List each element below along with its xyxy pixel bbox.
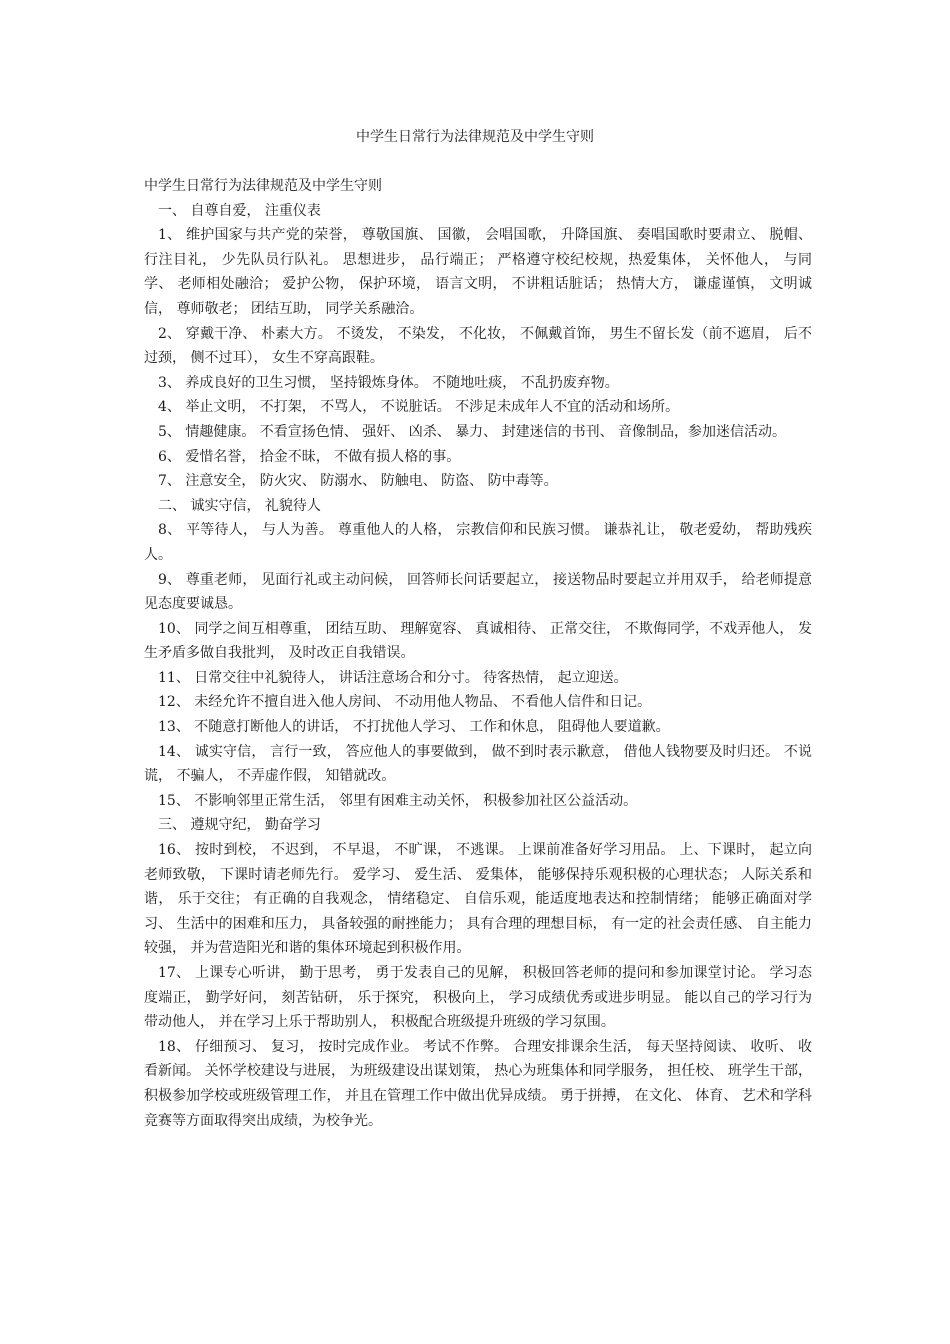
rule-paragraph: 10、 同学之间互相尊重， 团结互助、 理解宽容、 真诚相待、 正常交往， 不欺侮同学，不戏弄他人， 发生矛盾多做自我批判， 及时改正自我错误。 [144, 620, 812, 662]
section-heading: 一、 自尊自爱， 注重仪表 [158, 202, 321, 219]
rule-paragraph: 9、 尊重老师， 见面行礼或主动问候， 回答师长问话要起立， 接送物品时要起立并用双手， 给老师提意见态度要诚恳。 [144, 571, 812, 613]
page-title: 中学生日常行为法律规范及中学生守则 [356, 129, 594, 145]
rule-paragraph: 7、 注意安全， 防火灾、 防溺水、 防触电、 防盗、 防中毒等。 [158, 473, 558, 490]
rule-paragraph: 11、 日常交往中礼貌待人， 讲话注意场合和分寸。 待客热情， 起立迎送。 [158, 669, 628, 686]
rule-paragraph: 12、 未经允许不擅自进入他人房间、 不动用他人物品、 不看他人信件和日记。 [158, 694, 652, 711]
rule-paragraph: 15、 不影响邻里正常生活， 邻里有困难主动关怀， 积极参加社区公益活动。 [158, 792, 638, 809]
section-heading: 二、 诚实守信， 礼貌待人 [158, 497, 321, 514]
rule-paragraph: 2、 穿戴干净、 朴素大方。 不烫发， 不染发， 不化妆， 不佩戴首饰， 男生不留长发（前不遮眉， 后不过颈， 侧不过耳）， 女生不穿高跟鞋。 [144, 325, 812, 367]
rule-paragraph: 13、 不随意打断他人的讲话， 不打扰他人学习、 工作和休息， 阻碍他人要道歉。 [158, 719, 670, 736]
document-subtitle: 中学生日常行为法律规范及中学生守则 [144, 178, 382, 194]
rule-paragraph: 4、 举止文明， 不打架， 不骂人， 不说脏话。 不涉足未成年人不宜的活动和场所。 [158, 399, 680, 416]
rule-paragraph: 8、 平等待人， 与人为善。 尊重他人的人格， 宗教信仰和民族习惯。 谦恭礼让， 敬老爱幼， 帮助残疾人。 [144, 522, 812, 563]
document-body [144, 174, 812, 1133]
rule-paragraph: 14、 诚实守信， 言行一致， 答应他人的事要做到， 做不到时表示歉意， 借他人钱物要及时归还。 不说谎， 不骗人， 不弄虚作假， 知错就改。 [144, 743, 812, 785]
rule-paragraph: 16、 按时到校， 不迟到， 不早退， 不旷课， 不逃课。 上课前准备好学习用品。 上、下课时， 起立向老师致敬， 下课时请老师先行。 爱学习、 爱生活、 爱集体， 能够保持乐观积极的心理状态； 人际关系和谐， 乐于交往； 有正确的自我观念， 情绪稳定、 自信乐观，能适度地表达和控制情绪； 能够正确面对学习、 生活中的困难和压力， 具备较强的耐挫能力； 具有合理的理想目标， 有一定的社会责任感、 自主能力较强， 并为营造阳光和谐的集体环境起到积极作用。 [144, 842, 812, 957]
rule-paragraph: 6、 爱惜名誉， 拾金不昧， 不做有损人格的事。 [158, 448, 461, 465]
rule-paragraph: 3、 养成良好的卫生习惯， 坚持锻炼身体。 不随地吐痰， 不乱扔废弃物。 [158, 374, 619, 391]
section-heading: 三、 遵规守纪， 勤奋学习 [158, 817, 321, 834]
rule-paragraph: 18、 仔细预习、 复习， 按时完成作业。 考试不作弊。 合理安排课余生活， 每天坚持阅读、 收听、 收看新闻。 关怀学校建设与进展， 为班级建设出谋划策， 热心为班集体和同学服务， 担任校、 班学生干部， 积极参加学校或班级管理工作， 并且在管理工作中做出优异成绩。 勇于拼搏， 在文化、 体育、 艺术和学科竞赛等方面取得突出成绩，为校争光。 [144, 1038, 812, 1129]
rule-paragraph: 17、 上课专心听讲， 勤于思考， 勇于发表自己的见解， 积极回答老师的提问和参加课堂讨论。 学习态度端正， 勤学好问， 刻苦钻研， 乐于探究， 积极向上， 学习成绩优秀或进步明显。 能以自己的学习行为带动他人， 并在学习上乐于帮助别人， 积极配合班级提升班级的学习氛围。 [144, 965, 812, 1031]
rule-paragraph: 1、 维护国家与共产党的荣誉， 尊敬国旗、 国徽， 会唱国歌， 升降国旗、 奏唱国歌时要肃立、 脱帽、 行注目礼， 少先队员行队礼。 思想进步， 品行端正； 严格遵守校纪校规，热爱集体， 关怀他人， 与同学、 老师相处融洽； 爱护公物， 保护环境， 语言文明， 不讲粗话脏话； 热情大方， 谦虚谨慎， 文明诚信， 尊师敬老； 团结互助， 同学关系融洽。 [144, 227, 812, 317]
rule-paragraph: 5、 情趣健康。 不看宣扬色情、 强奸、 凶杀、 暴力、 封建迷信的书刊、 音像制品，参加迷信活动。 [158, 423, 787, 440]
